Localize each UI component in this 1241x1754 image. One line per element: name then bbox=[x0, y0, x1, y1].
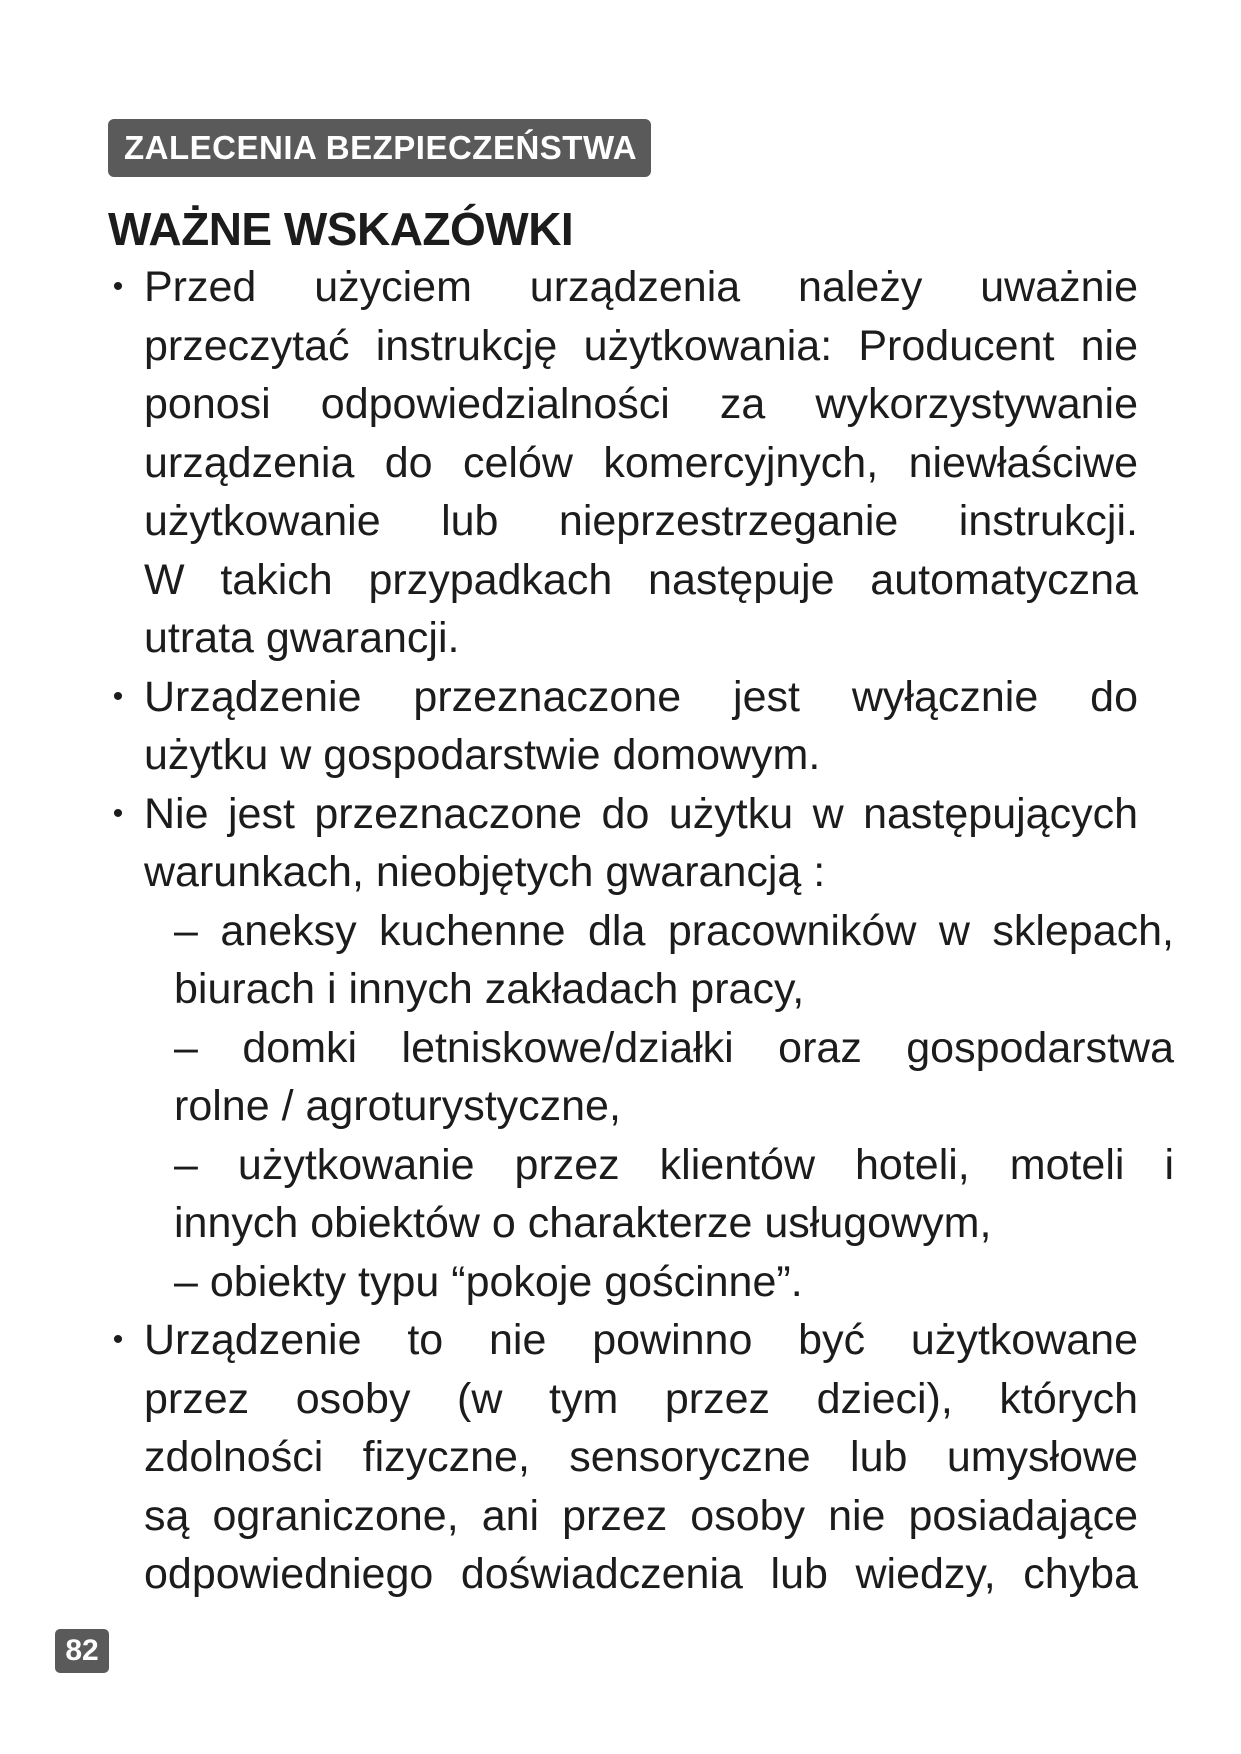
safety-instructions bbox=[108, 258, 1174, 1604]
bullet-icon: • bbox=[112, 270, 124, 303]
text-line: przez osoby (w tym przez dzieci), których bbox=[144, 1374, 1138, 1423]
text-line: są ograniczone, ani przez osoby nie posiadające bbox=[144, 1491, 1138, 1540]
section-badge: ZALECENIA BEZPIECZEŃSTWA bbox=[108, 119, 651, 177]
sub-list-line: biurach i innych zakładach pracy, bbox=[174, 965, 805, 1013]
bullet-icon: • bbox=[112, 796, 124, 830]
text-line: zdolności fizyczne, sensoryczne lub umysłowe bbox=[144, 1433, 1138, 1481]
sub-list-line: rolne / agroturystyczne, bbox=[174, 1082, 621, 1130]
page-number: 82 bbox=[55, 1629, 109, 1673]
sub-list-line: – obiekty typu “pokoje gościnne”. bbox=[174, 1257, 803, 1306]
text-line: użytkowanie lub nieprzestrzeganie instrukcji. bbox=[144, 497, 1138, 545]
sub-list-line: – aneksy kuchenne dla pracowników w sklepach, bbox=[174, 906, 1174, 955]
bullet-icon: • bbox=[112, 1323, 124, 1356]
text-line: Urządzenie to nie powinno być użytkowane bbox=[144, 1316, 1138, 1364]
bullet-icon: • bbox=[112, 679, 124, 713]
text-line: Nie jest przeznaczone do użytku w następujących bbox=[144, 789, 1138, 838]
text-line: W takich przypadkach następuje automatyczna bbox=[144, 555, 1138, 604]
text-line: ponosi odpowiedzialności za wykorzystywanie bbox=[144, 380, 1138, 428]
sub-list bbox=[174, 902, 1174, 1312]
text-line: przeczytać instrukcję użytkowania: Producent nie bbox=[144, 321, 1138, 370]
sub-list-line: innych obiektów o charakterze usługowym, bbox=[174, 1199, 992, 1247]
list-item bbox=[108, 1311, 1138, 1604]
page-heading: WAŻNE WSKAZÓWKI bbox=[108, 203, 574, 255]
list-item bbox=[108, 668, 1138, 785]
text-line: warunkach, nieobjętych gwarancją : bbox=[144, 848, 826, 896]
sub-list-line: – użytkowanie przez klientów hoteli, moteli i bbox=[174, 1140, 1174, 1189]
text-line: Przed użyciem urządzenia należy uważnie bbox=[144, 263, 1138, 311]
text-line: Urządzenie przeznaczone jest wyłącznie do bbox=[144, 672, 1138, 721]
list-item bbox=[108, 785, 1174, 1312]
text-line: urządzenia do celów komercyjnych, niewłaściwe bbox=[144, 438, 1138, 487]
text-line: użytku w gospodarstwie domowym. bbox=[144, 731, 821, 779]
list-item bbox=[108, 258, 1138, 668]
sub-list-line: – domki letniskowe/działki oraz gospodarstwa bbox=[174, 1023, 1174, 1072]
text-line: odpowiedniego doświadczenia lub wiedzy, chyba bbox=[144, 1550, 1138, 1598]
text-line: utrata gwarancji. bbox=[144, 614, 460, 662]
